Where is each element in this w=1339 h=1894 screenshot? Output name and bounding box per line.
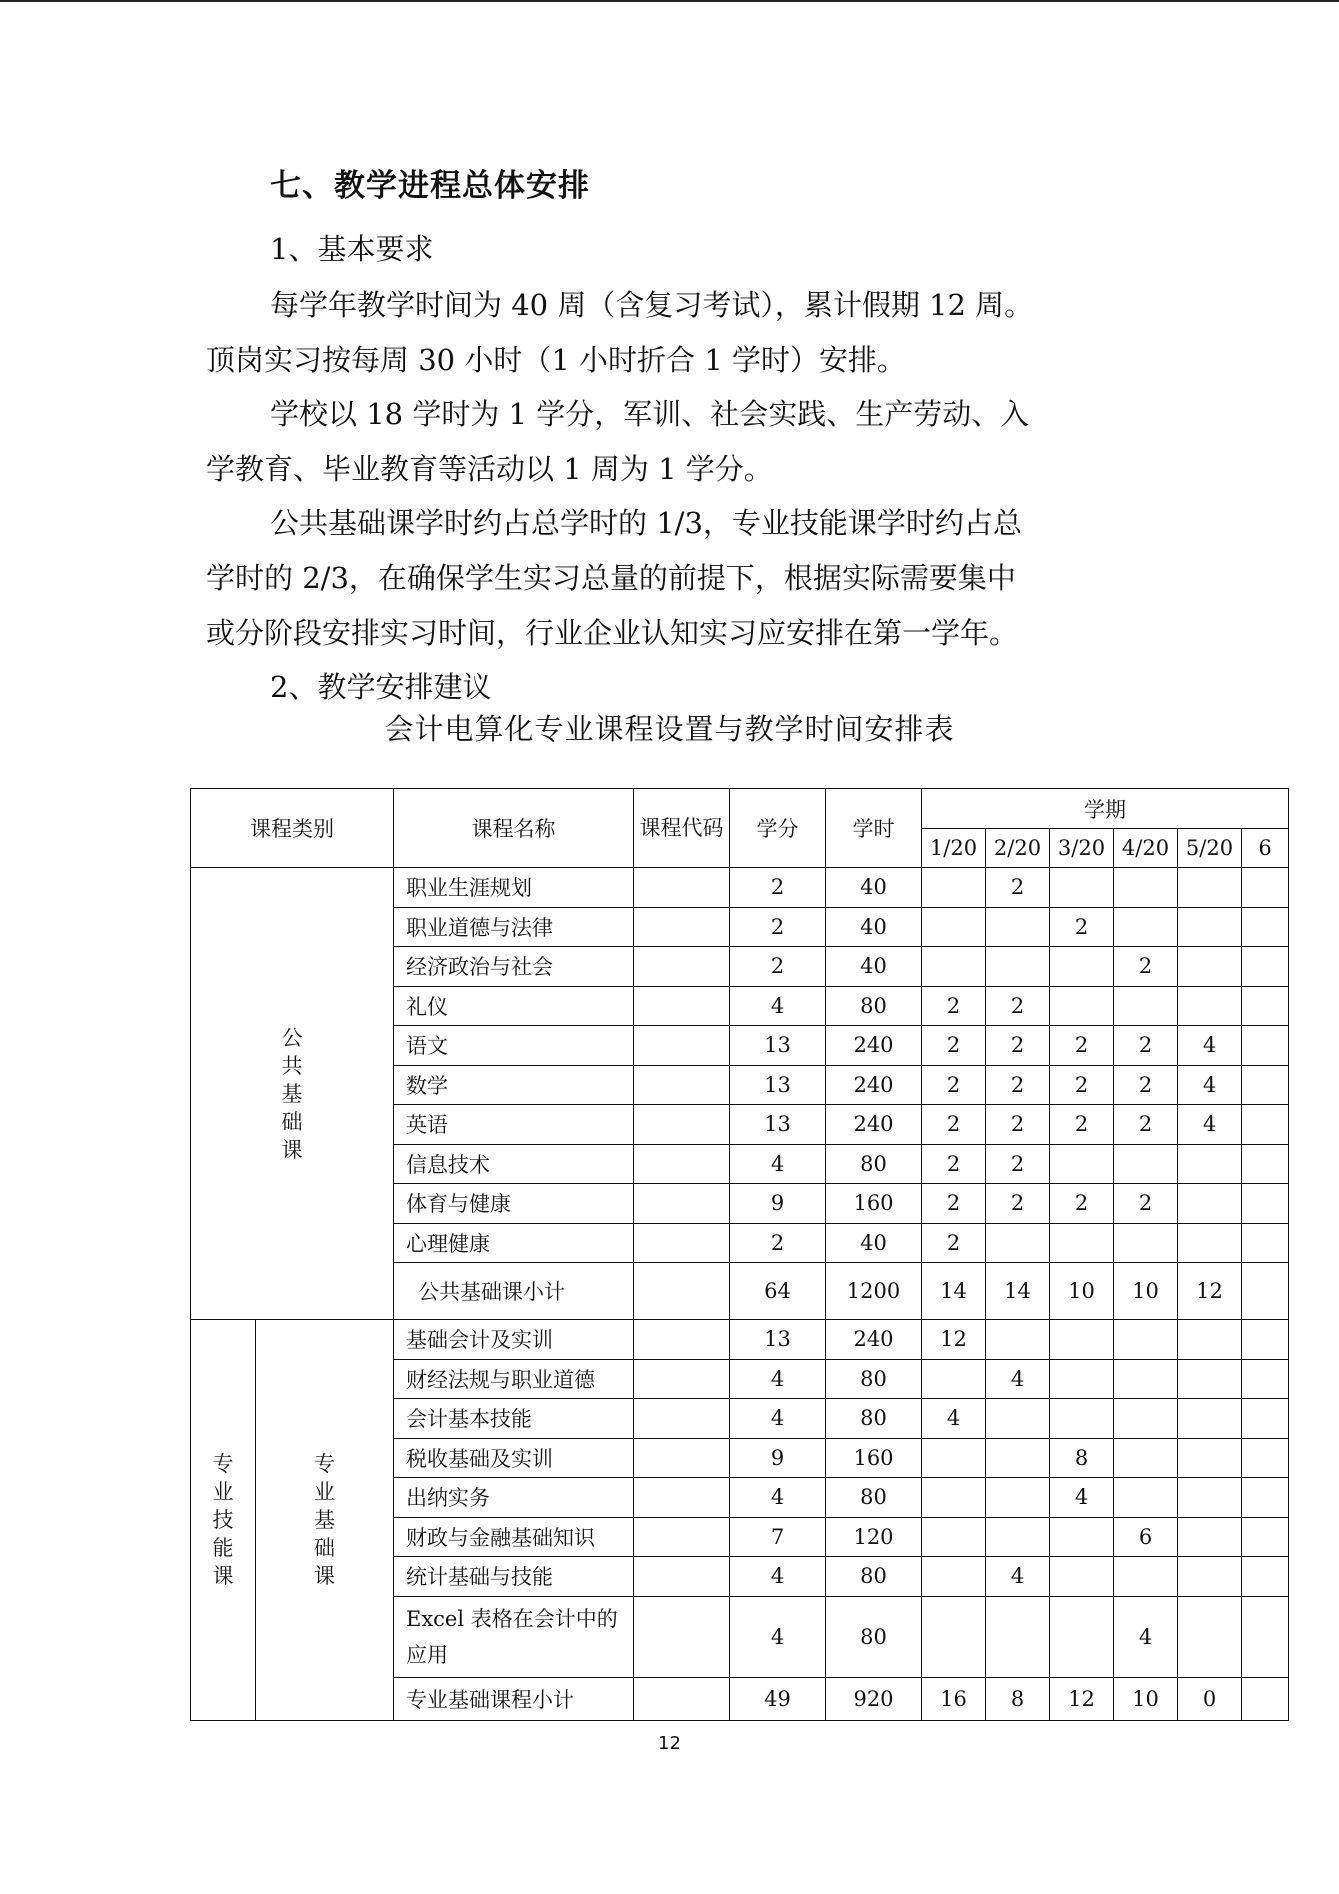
course-code: [634, 1263, 730, 1320]
term-6-hours: [1242, 1184, 1289, 1224]
term-5-hours: [1178, 1359, 1242, 1399]
term-4-hours: [1114, 986, 1178, 1026]
term-1-hours: [922, 1596, 986, 1677]
term-6-hours: [1242, 947, 1289, 987]
term-6-hours: [1242, 1026, 1289, 1066]
term-5-hours: 0: [1178, 1677, 1242, 1720]
term-6-hours: [1242, 1223, 1289, 1263]
term-2-hours: 4: [986, 1557, 1050, 1597]
course-hours: 40: [826, 868, 922, 908]
course-code: [634, 1359, 730, 1399]
term-6-hours: [1242, 1438, 1289, 1478]
term-5-hours: [1178, 868, 1242, 908]
term-5-hours: [1178, 1320, 1242, 1360]
course-code: [634, 1320, 730, 1360]
term-3-hours: 2: [1050, 1065, 1114, 1105]
course-code: [634, 1438, 730, 1478]
course-name: 职业生涯规划: [394, 868, 634, 908]
course-credit: 4: [730, 1144, 826, 1184]
page-number: 12: [658, 1733, 681, 1754]
header-term-6: 6: [1242, 829, 1289, 868]
term-4-hours: 4: [1114, 1596, 1178, 1677]
header-term-1: 1/20: [922, 829, 986, 868]
term-3-hours: 2: [1050, 907, 1114, 947]
course-name: 统计基础与技能: [394, 1557, 634, 1597]
course-code: [634, 1026, 730, 1066]
course-hours: 240: [826, 1320, 922, 1360]
course-hours: 80: [826, 1557, 922, 1597]
term-2-hours: [986, 1320, 1050, 1360]
term-1-hours: 2: [922, 1105, 986, 1145]
term-4-hours: [1114, 1438, 1178, 1478]
course-name: 公共基础课小计: [394, 1263, 634, 1320]
term-4-hours: [1114, 1320, 1178, 1360]
term-5-hours: [1178, 1223, 1242, 1263]
course-name: 财政与金融基础知识: [394, 1517, 634, 1557]
term-5-hours: [1178, 1557, 1242, 1597]
course-hours: 160: [826, 1438, 922, 1478]
course-code: [634, 1478, 730, 1518]
course-code: [634, 1517, 730, 1557]
pro-sub-label-text: 专业基础课: [314, 1451, 335, 1588]
course-name: 数学: [394, 1065, 634, 1105]
term-6-hours: [1242, 1105, 1289, 1145]
course-credit: 2: [730, 947, 826, 987]
course-name: 会计基本技能: [394, 1399, 634, 1439]
paragraph-4-line-1: 公共基础课学时约占总学时的 1/3，专业技能课学时约占总: [270, 506, 1022, 540]
term-6-hours: [1242, 1320, 1289, 1360]
header-course-code: 课程代码: [634, 789, 730, 868]
term-5-hours: 4: [1178, 1065, 1242, 1105]
paragraph-2-line-2: 顶岗实习按每周 30 小时（1 小时折合 1 学时）安排。: [206, 343, 906, 377]
header-term-2: 2/20: [986, 829, 1050, 868]
course-code: [634, 986, 730, 1026]
term-1-hours: 2: [922, 1026, 986, 1066]
term-2-hours: [986, 947, 1050, 987]
course-hours: 40: [826, 1223, 922, 1263]
term-1-hours: 2: [922, 1144, 986, 1184]
course-code: [634, 1144, 730, 1184]
course-hours: 920: [826, 1677, 922, 1720]
course-credit: 4: [730, 1557, 826, 1597]
term-5-hours: [1178, 1184, 1242, 1224]
term-2-hours: 2: [986, 1184, 1050, 1224]
term-1-hours: 2: [922, 1223, 986, 1263]
course-credit: 4: [730, 1359, 826, 1399]
pro-group-label: [191, 1320, 256, 1721]
paragraph-4-line-2: 学时的 2/3，在确保学生实习总量的前提下，根据实际需要集中: [206, 561, 1016, 595]
course-credit: 4: [730, 1478, 826, 1518]
course-name: Excel 表格在会计中的应用: [394, 1596, 634, 1677]
term-3-hours: 8: [1050, 1438, 1114, 1478]
term-6-hours: [1242, 1517, 1289, 1557]
term-2-hours: 2: [986, 1026, 1050, 1066]
term-4-hours: 2: [1114, 947, 1178, 987]
term-3-hours: [1050, 947, 1114, 987]
term-3-hours: 4: [1050, 1478, 1114, 1518]
term-5-hours: [1178, 1438, 1242, 1478]
term-5-hours: [1178, 1478, 1242, 1518]
term-2-hours: 2: [986, 868, 1050, 908]
public-group-label-text: 公共基础课: [281, 1025, 303, 1162]
course-name: 职业道德与法律: [394, 907, 634, 947]
course-schedule-table: [190, 788, 1289, 1721]
course-hours: 240: [826, 1065, 922, 1105]
term-6-hours: [1242, 868, 1289, 908]
course-code: [634, 1677, 730, 1720]
course-credit: 2: [730, 907, 826, 947]
term-2-hours: [986, 1596, 1050, 1677]
paragraph-3-line-2: 学教育、毕业教育等活动以 1 周为 1 学分。: [206, 452, 773, 486]
paragraph-3-line-1: 学校以 18 学时为 1 学分，军训、社会实践、生产劳动、入: [270, 397, 1030, 431]
header-course-name: 课程名称: [394, 789, 634, 868]
course-hours: 160: [826, 1184, 922, 1224]
course-credit: 2: [730, 868, 826, 908]
course-name: 经济政治与社会: [394, 947, 634, 987]
header-term: 学期: [922, 789, 1289, 829]
term-6-hours: [1242, 1596, 1289, 1677]
term-1-hours: 4: [922, 1399, 986, 1439]
term-3-hours: [1050, 1399, 1114, 1439]
course-code: [634, 1184, 730, 1224]
term-6-hours: [1242, 1263, 1289, 1320]
term-1-hours: 14: [922, 1263, 986, 1320]
course-name: 礼仪: [394, 986, 634, 1026]
term-1-hours: 2: [922, 1065, 986, 1105]
term-4-hours: 10: [1114, 1263, 1178, 1320]
course-hours: 80: [826, 1144, 922, 1184]
term-6-hours: [1242, 986, 1289, 1026]
term-6-hours: [1242, 1399, 1289, 1439]
course-credit: 9: [730, 1438, 826, 1478]
pro-sub-label: [256, 1320, 394, 1721]
header-term-3: 3/20: [1050, 829, 1114, 868]
top-border-line: [0, 0, 1339, 2]
term-4-hours: [1114, 1144, 1178, 1184]
term-4-hours: 6: [1114, 1517, 1178, 1557]
course-hours: 40: [826, 947, 922, 987]
term-2-hours: 2: [986, 1065, 1050, 1105]
paragraph-5-line-1: 2、教学安排建议: [270, 670, 492, 704]
course-credit: 49: [730, 1677, 826, 1720]
term-6-hours: [1242, 907, 1289, 947]
term-3-hours: [1050, 1144, 1114, 1184]
term-3-hours: [1050, 1557, 1114, 1597]
course-name: 基础会计及实训: [394, 1320, 634, 1360]
course-code: [634, 947, 730, 987]
term-3-hours: 2: [1050, 1184, 1114, 1224]
term-2-hours: [986, 907, 1050, 947]
term-5-hours: [1178, 1517, 1242, 1557]
paragraph-1-line-1: 1、基本要求: [270, 232, 434, 266]
term-1-hours: 16: [922, 1677, 986, 1720]
course-code: [634, 868, 730, 908]
term-4-hours: 10: [1114, 1677, 1178, 1720]
term-2-hours: 2: [986, 1144, 1050, 1184]
course-credit: 64: [730, 1263, 826, 1320]
course-credit: 13: [730, 1026, 826, 1066]
course-code: [634, 1223, 730, 1263]
term-6-hours: [1242, 1359, 1289, 1399]
course-code: [634, 1105, 730, 1145]
term-1-hours: 2: [922, 986, 986, 1026]
header-term-4: 4/20: [1114, 829, 1178, 868]
term-6-hours: [1242, 1478, 1289, 1518]
term-1-hours: [922, 1517, 986, 1557]
course-name: 英语: [394, 1105, 634, 1145]
header-credit: 学分: [730, 789, 826, 868]
course-hours: 40: [826, 907, 922, 947]
course-credit: 4: [730, 986, 826, 1026]
course-name: 财经法规与职业道德: [394, 1359, 634, 1399]
term-3-hours: 12: [1050, 1677, 1114, 1720]
course-credit: 13: [730, 1320, 826, 1360]
table-caption: 会计电算化专业课程设置与教学时间安排表: [384, 712, 955, 746]
term-4-hours: [1114, 1359, 1178, 1399]
term-5-hours: [1178, 986, 1242, 1026]
course-name: 心理健康: [394, 1223, 634, 1263]
course-code: [634, 1065, 730, 1105]
term-1-hours: [922, 947, 986, 987]
term-5-hours: [1178, 1596, 1242, 1677]
term-4-hours: [1114, 1223, 1178, 1263]
term-5-hours: [1178, 947, 1242, 987]
term-4-hours: [1114, 1478, 1178, 1518]
term-3-hours: [1050, 986, 1114, 1026]
term-6-hours: [1242, 1065, 1289, 1105]
term-2-hours: [986, 1438, 1050, 1478]
term-4-hours: 2: [1114, 1065, 1178, 1105]
term-2-hours: 8: [986, 1677, 1050, 1720]
term-3-hours: [1050, 1517, 1114, 1557]
table-row: [191, 1320, 1289, 1360]
course-name: 体育与健康: [394, 1184, 634, 1224]
course-code: [634, 1557, 730, 1597]
course-credit: 9: [730, 1184, 826, 1224]
term-2-hours: 14: [986, 1263, 1050, 1320]
course-credit: 4: [730, 1399, 826, 1439]
course-code: [634, 1596, 730, 1677]
term-1-hours: [922, 1359, 986, 1399]
term-2-hours: [986, 1399, 1050, 1439]
course-hours: 1200: [826, 1263, 922, 1320]
public-group-label: [191, 868, 394, 1320]
term-2-hours: 4: [986, 1359, 1050, 1399]
pro-group-label-text: 专业技能课: [212, 1451, 234, 1588]
term-3-hours: [1050, 868, 1114, 908]
term-5-hours: [1178, 1144, 1242, 1184]
term-1-hours: 12: [922, 1320, 986, 1360]
course-credit: 13: [730, 1105, 826, 1145]
term-3-hours: 2: [1050, 1026, 1114, 1066]
term-1-hours: [922, 907, 986, 947]
term-4-hours: 2: [1114, 1105, 1178, 1145]
course-credit: 13: [730, 1065, 826, 1105]
course-hours: 120: [826, 1517, 922, 1557]
term-2-hours: 2: [986, 1105, 1050, 1145]
term-3-hours: [1050, 1320, 1114, 1360]
term-3-hours: [1050, 1223, 1114, 1263]
term-5-hours: 4: [1178, 1105, 1242, 1145]
term-1-hours: 2: [922, 1184, 986, 1224]
header-term-5: 5/20: [1178, 829, 1242, 868]
course-name: 信息技术: [394, 1144, 634, 1184]
term-6-hours: [1242, 1557, 1289, 1597]
term-4-hours: [1114, 868, 1178, 908]
term-1-hours: [922, 1557, 986, 1597]
term-2-hours: 2: [986, 986, 1050, 1026]
term-3-hours: 10: [1050, 1263, 1114, 1320]
course-hours: 80: [826, 1478, 922, 1518]
term-4-hours: 2: [1114, 1026, 1178, 1066]
header-hours: 学时: [826, 789, 922, 868]
course-name: 语文: [394, 1026, 634, 1066]
course-code: [634, 1399, 730, 1439]
term-1-hours: [922, 1478, 986, 1518]
term-3-hours: [1050, 1359, 1114, 1399]
term-6-hours: [1242, 1144, 1289, 1184]
term-5-hours: [1178, 1399, 1242, 1439]
term-4-hours: [1114, 907, 1178, 947]
header-category: 课程类别: [191, 789, 394, 868]
term-5-hours: 12: [1178, 1263, 1242, 1320]
term-5-hours: 4: [1178, 1026, 1242, 1066]
course-credit: 4: [730, 1596, 826, 1677]
course-hours: 80: [826, 1399, 922, 1439]
course-hours: 80: [826, 1596, 922, 1677]
course-credit: 2: [730, 1223, 826, 1263]
paragraph-2-line-1: 每学年教学时间为 40 周（含复习考试），累计假期 12 周。: [270, 288, 1034, 322]
term-4-hours: [1114, 1399, 1178, 1439]
term-5-hours: [1178, 907, 1242, 947]
section-heading: 七、教学进程总体安排: [270, 168, 590, 204]
table-row: [191, 868, 1289, 908]
term-6-hours: [1242, 1677, 1289, 1720]
course-name: 专业基础课程小计: [394, 1677, 634, 1720]
course-name: 出纳实务: [394, 1478, 634, 1518]
term-3-hours: [1050, 1596, 1114, 1677]
term-2-hours: [986, 1223, 1050, 1263]
term-3-hours: 2: [1050, 1105, 1114, 1145]
term-1-hours: [922, 868, 986, 908]
term-2-hours: [986, 1517, 1050, 1557]
course-code: [634, 907, 730, 947]
term-4-hours: 2: [1114, 1184, 1178, 1224]
term-4-hours: [1114, 1557, 1178, 1597]
course-name: 税收基础及实训: [394, 1438, 634, 1478]
term-2-hours: [986, 1478, 1050, 1518]
course-credit: 7: [730, 1517, 826, 1557]
term-1-hours: [922, 1438, 986, 1478]
course-hours: 80: [826, 1359, 922, 1399]
paragraph-4-line-3: 或分阶段安排实习时间，行业企业认知实习应安排在第一学年。: [206, 616, 1019, 650]
course-hours: 80: [826, 986, 922, 1026]
course-hours: 240: [826, 1026, 922, 1066]
course-hours: 240: [826, 1105, 922, 1145]
